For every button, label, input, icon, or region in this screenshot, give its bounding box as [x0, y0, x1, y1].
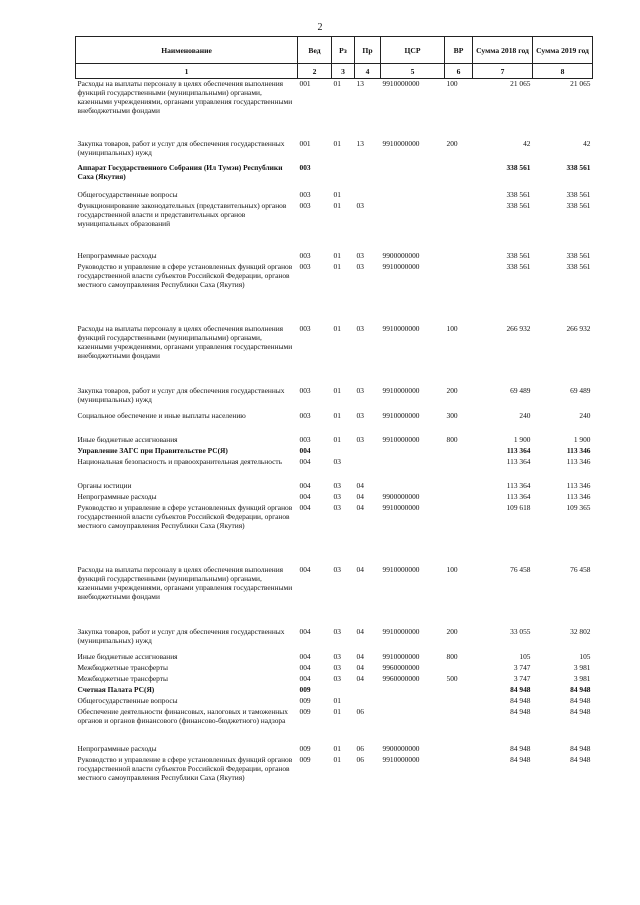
- table-row: [76, 663, 593, 674]
- row-rz: 01: [333, 754, 341, 764]
- row-ved: 001: [299, 79, 311, 88]
- row-ved: 004: [299, 564, 311, 574]
- row-sum-2019: 84 948: [570, 695, 591, 705]
- row-name: Руководство и управление в сфере установленных функций органов государственной власти субъектов Российской Федерации, органов местного самоуправления Республики Саха (Якутия): [77, 754, 293, 782]
- row-csr: [381, 457, 445, 481]
- table-row: [76, 652, 593, 663]
- row-pr: 06: [356, 706, 364, 716]
- row-sum-2018: 113 364: [506, 480, 531, 490]
- row-name: Непрограммные расходы: [77, 250, 157, 260]
- row-ved: 009: [299, 706, 311, 716]
- row-pr: 04: [356, 491, 364, 501]
- row-csr: 9910000000: [382, 434, 420, 444]
- row-name: Управление ЗАГС при Правительстве РС(Я): [77, 445, 228, 455]
- row-vr: [445, 492, 473, 503]
- row-pr: 03: [356, 200, 364, 210]
- row-name: Руководство и управление в сфере установленных функций органов государственной власти субъектов Российской Федерации, органов местного самоуправления Республики Саха (Якутия): [77, 261, 293, 289]
- row-pr: 03: [356, 261, 364, 271]
- row-name: Закупка товаров, работ и услуг для обеспечения государственных (муниципальных) нужд: [77, 138, 285, 157]
- row-name: Счетная Палата РС(Я): [77, 684, 155, 694]
- row-sum-2019: 338 561: [566, 200, 591, 210]
- table-row: [76, 627, 593, 652]
- row-rz: 01: [333, 189, 341, 199]
- row-pr: [355, 696, 381, 707]
- header-row: [76, 37, 593, 64]
- row-name: Органы юстиции: [77, 480, 132, 490]
- column-number: 6: [445, 64, 473, 79]
- row-name: Расходы на выплаты персоналу в целях обеспечения выполнения функций государственными (муниципальными) органами, казенными учреждениями, органами управления государственными внебюджетными фондами: [77, 564, 293, 601]
- row-rz: 01: [333, 706, 341, 716]
- table-row: [76, 446, 593, 457]
- row-rz: 01: [333, 323, 341, 333]
- row-sum-2018: 69 489: [510, 385, 531, 395]
- row-sum-2019: 113 346: [566, 491, 591, 501]
- table-row: [76, 565, 593, 627]
- row-vr: [445, 685, 473, 696]
- row-ved: 004: [299, 626, 311, 636]
- table-row: [76, 755, 593, 800]
- row-pr: 13: [356, 138, 364, 148]
- row-rz: 01: [333, 695, 341, 705]
- row-name: Иные бюджетные ассигнования: [77, 651, 178, 661]
- table-row: [76, 503, 593, 565]
- row-sum-2018: 338 561: [506, 250, 531, 260]
- row-sum-2018: 109 618: [506, 502, 531, 512]
- table-row: [76, 685, 593, 696]
- row-sum-2019: 69 489: [570, 385, 591, 395]
- row-csr: [381, 696, 445, 707]
- row-sum-2019: 338 561: [566, 261, 591, 271]
- row-sum-2019: 3 981: [573, 662, 591, 672]
- row-sum-2019: 338 561: [566, 162, 591, 172]
- row-sum-2018: 3 747: [513, 662, 531, 672]
- row-rz: 03: [333, 502, 341, 512]
- row-csr: [381, 707, 445, 744]
- row-sum-2019: 1 900: [573, 434, 591, 444]
- row-name: Иные бюджетные ассигнования: [77, 434, 178, 444]
- column-number: 3: [332, 64, 355, 79]
- row-csr: [381, 481, 445, 492]
- row-name: Функционирование законодательных (представительных) органов государственной власти и представительных органов муниципальных образований: [77, 200, 287, 228]
- row-ved: 009: [299, 743, 311, 753]
- table-row: [76, 251, 593, 262]
- row-vr: [445, 262, 473, 324]
- row-vr: [445, 707, 473, 744]
- row-rz: 03: [333, 564, 341, 574]
- row-ved: 004: [299, 491, 311, 501]
- row-sum-2019: 3 981: [573, 673, 591, 683]
- row-sum-2018: 76 458: [510, 564, 531, 574]
- row-sum-2019: 21 065: [570, 79, 591, 88]
- row-sum-2018: 113 364: [506, 456, 531, 466]
- table-row: [76, 707, 593, 744]
- row-csr: 9910000000: [382, 651, 420, 661]
- row-vr: [445, 457, 473, 481]
- row-csr: 9910000000: [382, 564, 420, 574]
- row-sum-2018: 33 055: [510, 626, 531, 636]
- row-name: Расходы на выплаты персоналу в целях обеспечения выполнения функций государственными (муниципальными) органами, казенными учреждениями, органами управления государственными внебюджетными фондами: [77, 79, 293, 115]
- row-ved: 003: [299, 410, 311, 420]
- table-row: [76, 435, 593, 446]
- row-pr: 04: [356, 502, 364, 512]
- column-number: 8: [533, 64, 593, 79]
- row-sum-2018: 338 561: [506, 189, 531, 199]
- row-rz: 01: [333, 250, 341, 260]
- row-sum-2018: 84 948: [510, 684, 531, 694]
- row-sum-2019: 84 948: [570, 743, 591, 753]
- row-pr: 03: [356, 385, 364, 395]
- row-name: Национальная безопасность и правоохранительная деятельность: [77, 456, 282, 466]
- row-pr: 04: [356, 626, 364, 636]
- table-row: [76, 674, 593, 685]
- row-sum-2019: 240: [579, 410, 591, 420]
- row-csr: 9910000000: [382, 502, 420, 512]
- row-sum-2019: 113 346: [566, 445, 591, 455]
- row-sum-2018: 113 364: [506, 491, 531, 501]
- row-sum-2019: 105: [579, 651, 591, 661]
- row-name: Межбюджетные трансферты: [77, 673, 168, 683]
- row-ved: 003: [299, 434, 311, 444]
- row-ved: 004: [299, 651, 311, 661]
- row-csr: 9910000000: [382, 138, 420, 148]
- row-csr: 9900000000: [382, 491, 420, 501]
- row-sum-2018: 84 948: [510, 743, 531, 753]
- row-sum-2018: 3 747: [513, 673, 531, 683]
- row-csr: 9960000000: [382, 662, 420, 672]
- row-vr: 800: [446, 651, 458, 661]
- row-vr: [445, 755, 473, 800]
- row-vr: 800: [446, 434, 458, 444]
- table-row: [76, 79, 593, 139]
- row-csr: 9910000000: [382, 385, 420, 395]
- row-vr: [445, 696, 473, 707]
- row-ved: 003: [299, 385, 311, 395]
- row-pr: 13: [356, 79, 364, 88]
- row-sum-2018: 84 948: [510, 706, 531, 716]
- row-ved: 003: [299, 162, 311, 172]
- row-csr: 9910000000: [382, 754, 420, 764]
- row-csr: 9960000000: [382, 673, 420, 683]
- column-header-csr: ЦСР: [381, 37, 445, 64]
- row-ved: 004: [299, 502, 311, 512]
- budget-table: [75, 36, 593, 800]
- row-ved: 009: [299, 684, 311, 694]
- column-header-sum-2018: Сумма 2018 год: [473, 37, 533, 64]
- row-name: Расходы на выплаты персоналу в целях обеспечения выполнения функций государственными (муниципальными) органами, казенными учреждениями, органами управления государственными внебюджетными фондами: [77, 323, 293, 360]
- row-vr: [445, 251, 473, 262]
- row-vr: 200: [446, 138, 458, 148]
- row-vr: 100: [446, 564, 458, 574]
- row-vr: [445, 163, 473, 190]
- row-vr: [445, 201, 473, 251]
- row-csr: 9910000000: [382, 261, 420, 271]
- row-csr: 9910000000: [382, 410, 420, 420]
- row-csr: [381, 163, 445, 190]
- row-csr: 9900000000: [382, 250, 420, 260]
- row-sum-2018: 338 561: [506, 162, 531, 172]
- row-rz: 03: [333, 491, 341, 501]
- column-number: 4: [355, 64, 381, 79]
- row-ved: 004: [299, 480, 311, 490]
- row-sum-2018: 338 561: [506, 200, 531, 210]
- row-vr: 100: [446, 323, 458, 333]
- row-sum-2019: 42: [583, 138, 591, 148]
- table-body: [76, 79, 593, 800]
- row-ved: 009: [299, 754, 311, 764]
- row-sum-2019: 76 458: [570, 564, 591, 574]
- table-row: [76, 262, 593, 324]
- column-number-row: [76, 64, 593, 79]
- row-vr: [445, 503, 473, 565]
- row-ved: 003: [299, 189, 311, 199]
- table-row: [76, 163, 593, 190]
- table-row: [76, 481, 593, 492]
- column-number: 5: [381, 64, 445, 79]
- row-csr: [381, 190, 445, 201]
- row-sum-2018: 1 900: [513, 434, 531, 444]
- table-row: [76, 457, 593, 481]
- column-number: 1: [76, 64, 298, 79]
- row-rz: 01: [333, 434, 341, 444]
- row-sum-2018: 113 364: [506, 445, 531, 455]
- row-rz: 01: [333, 743, 341, 753]
- row-rz: 01: [333, 385, 341, 395]
- row-rz: 03: [333, 456, 341, 466]
- row-vr: 100: [446, 79, 458, 88]
- row-ved: 003: [299, 323, 311, 333]
- row-csr: [381, 201, 445, 251]
- row-rz: 01: [333, 79, 341, 88]
- row-ved: 003: [299, 200, 311, 210]
- column-header-pr: Пр: [355, 37, 381, 64]
- row-pr: 06: [356, 743, 364, 753]
- column-header-vr: ВР: [445, 37, 473, 64]
- row-sum-2018: 21 065: [510, 79, 531, 88]
- row-ved: 003: [299, 261, 311, 271]
- row-vr: [445, 481, 473, 492]
- row-rz: [332, 685, 355, 696]
- row-sum-2019: 338 561: [566, 189, 591, 199]
- row-sum-2019: 84 948: [570, 754, 591, 764]
- table-row: [76, 411, 593, 435]
- row-vr: [445, 446, 473, 457]
- row-pr: 03: [356, 410, 364, 420]
- row-name: Обеспечение деятельности финансовых, налоговых и таможенных органов и органов финансового (финансово-бюджетного) надзора: [77, 706, 288, 725]
- row-vr: 300: [446, 410, 458, 420]
- column-number: 2: [298, 64, 332, 79]
- row-sum-2018: 84 948: [510, 754, 531, 764]
- table-row: [76, 139, 593, 163]
- row-csr: 9910000000: [382, 323, 420, 333]
- row-name: Непрограммные расходы: [77, 743, 157, 753]
- row-ved: 004: [299, 662, 311, 672]
- row-vr: [445, 190, 473, 201]
- table-row: [76, 190, 593, 201]
- page-number: 2: [317, 22, 323, 33]
- row-name: Общегосударственные вопросы: [77, 189, 178, 199]
- row-vr: 500: [446, 673, 458, 683]
- row-name: Закупка товаров, работ и услуг для обеспечения государственных (муниципальных) нужд: [77, 385, 285, 404]
- row-pr: 04: [356, 480, 364, 490]
- column-header-rz: Рз: [332, 37, 355, 64]
- row-sum-2018: 42: [523, 138, 531, 148]
- row-sum-2018: 240: [519, 410, 531, 420]
- row-sum-2018: 105: [519, 651, 531, 661]
- row-csr: [381, 446, 445, 457]
- row-pr: 03: [356, 250, 364, 260]
- row-sum-2019: 84 948: [570, 684, 591, 694]
- row-ved: 001: [299, 138, 311, 148]
- row-sum-2019: 266 932: [566, 323, 591, 333]
- row-rz: 03: [333, 480, 341, 490]
- row-sum-2019: 32 802: [570, 626, 591, 636]
- row-name: Аппарат Государственного Собрания (Ил Тумэн) Республики Саха (Якутия): [77, 162, 283, 181]
- row-sum-2019: 113 346: [566, 480, 591, 490]
- row-sum-2019: 113 346: [566, 456, 591, 466]
- row-pr: 03: [356, 323, 364, 333]
- row-csr: [381, 685, 445, 696]
- row-rz: 03: [333, 651, 341, 661]
- row-vr: 200: [446, 626, 458, 636]
- row-sum-2019: 338 561: [566, 250, 591, 260]
- row-sum-2019: 109 365: [566, 502, 591, 512]
- row-ved: 004: [299, 673, 311, 683]
- row-rz: 01: [333, 261, 341, 271]
- row-name: Непрограммные расходы: [77, 491, 157, 501]
- row-rz: 01: [333, 200, 341, 210]
- column-header-name: Наименование: [76, 37, 298, 64]
- table-row: [76, 492, 593, 503]
- row-rz: 03: [333, 673, 341, 683]
- row-sum-2018: 338 561: [506, 261, 531, 271]
- row-name: Социальное обеспечение и иные выплаты населению: [77, 410, 246, 420]
- row-sum-2018: 266 932: [506, 323, 531, 333]
- row-pr: 04: [356, 673, 364, 683]
- row-ved: 003: [299, 250, 311, 260]
- row-pr: 04: [356, 651, 364, 661]
- column-header-sum-2019: Сумма 2019 год: [533, 37, 593, 64]
- row-vr: [445, 744, 473, 755]
- row-pr: [355, 685, 381, 696]
- row-pr: 04: [356, 662, 364, 672]
- row-pr: 06: [356, 754, 364, 764]
- column-header-ved: Вед: [298, 37, 332, 64]
- row-ved: 009: [299, 695, 311, 705]
- column-number: 7: [473, 64, 533, 79]
- table-row: [76, 201, 593, 251]
- row-pr: [355, 163, 381, 190]
- row-rz: 03: [333, 626, 341, 636]
- row-vr: [445, 663, 473, 674]
- row-name: Руководство и управление в сфере установленных функций органов государственной власти субъектов Российской Федерации, органов местного самоуправления Республики Саха (Якутия): [77, 502, 293, 530]
- row-name: Межбюджетные трансферты: [77, 662, 168, 672]
- row-name: Закупка товаров, работ и услуг для обеспечения государственных (муниципальных) нужд: [77, 626, 285, 645]
- row-pr: [355, 190, 381, 201]
- row-pr: 03: [356, 434, 364, 444]
- row-pr: [355, 446, 381, 457]
- table-row: [76, 744, 593, 755]
- row-name: Общегосударственные вопросы: [77, 695, 178, 705]
- row-sum-2019: 84 948: [570, 706, 591, 716]
- row-rz: [332, 163, 355, 190]
- row-pr: [355, 457, 381, 481]
- row-rz: 03: [333, 662, 341, 672]
- row-csr: 9910000000: [382, 79, 420, 88]
- table-row: [76, 696, 593, 707]
- row-rz: 01: [333, 410, 341, 420]
- row-vr: 200: [446, 385, 458, 395]
- row-csr: 9900000000: [382, 743, 420, 753]
- row-ved: 004: [299, 445, 311, 455]
- row-rz: 01: [333, 138, 341, 148]
- table-row: [76, 386, 593, 411]
- table-row: [76, 324, 593, 386]
- row-ved: 004: [299, 456, 311, 466]
- row-sum-2018: 84 948: [510, 695, 531, 705]
- row-pr: 04: [356, 564, 364, 574]
- row-csr: 9910000000: [382, 626, 420, 636]
- row-rz: [332, 446, 355, 457]
